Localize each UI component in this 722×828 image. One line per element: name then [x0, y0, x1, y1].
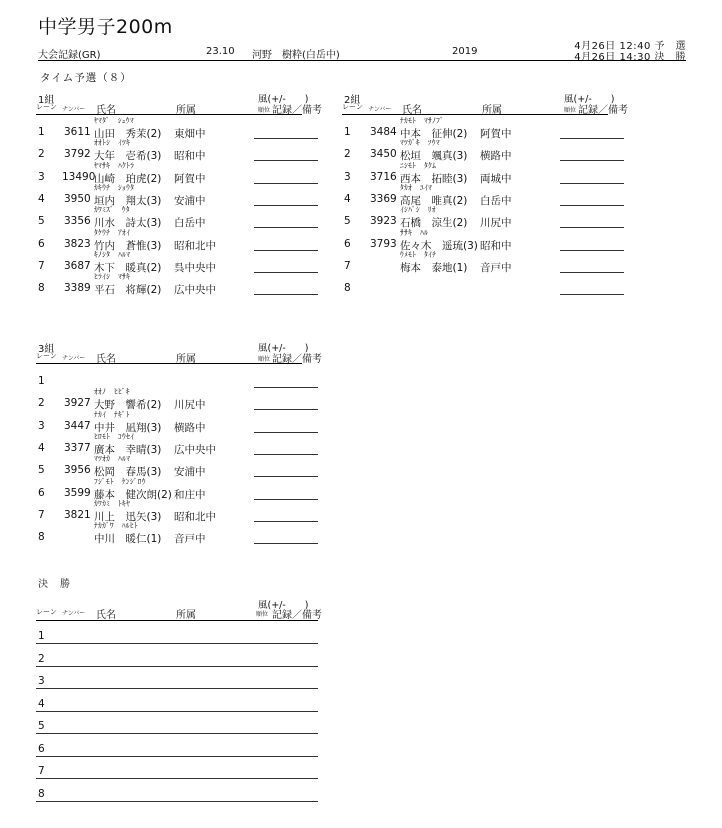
- bib-number: 3450: [370, 148, 397, 161]
- header-team: 所属: [482, 105, 502, 116]
- athlete-kana: ｻｻｷ ﾊﾙ: [400, 227, 429, 237]
- header-rank: 順位: [258, 107, 271, 114]
- team-name: 昭和中: [480, 239, 512, 252]
- lane-number: 4: [38, 192, 45, 205]
- bib-number: 3821: [64, 508, 91, 521]
- final-header-record: 記録／備考: [272, 610, 322, 621]
- bib-number: 3447: [64, 419, 91, 432]
- record-time: 23.10: [206, 46, 235, 57]
- final-lane-number: 8: [38, 787, 45, 800]
- team-name: 東畑中: [174, 128, 206, 140]
- lane-number: 6: [38, 237, 45, 250]
- lane-number: 5: [38, 215, 45, 228]
- athlete-kana: ﾋﾗｲｼ ﾏｻｷ: [94, 272, 131, 282]
- athlete-name: 中川 暖仁(1): [94, 533, 162, 546]
- header-record: 記録／備考: [272, 105, 322, 116]
- header-record: 記録／備考: [578, 105, 628, 116]
- header-lane: レーン: [36, 352, 57, 360]
- final-lane-number: 6: [38, 742, 45, 755]
- final-lane-number: 1: [38, 630, 45, 642]
- schedule-round: 決 勝: [654, 52, 686, 63]
- lane-number: 7: [38, 259, 45, 272]
- lane-number: 8: [38, 282, 45, 295]
- header-rank: 順位: [564, 107, 577, 114]
- athlete-name: 西本 拓睦(3): [400, 172, 468, 185]
- lane-number: 6: [38, 486, 45, 499]
- bib-number: 3377: [64, 441, 91, 454]
- header-rank: 順位: [258, 356, 271, 363]
- bib-number: 3599: [64, 486, 91, 499]
- athlete-kana: ﾏﾂｵｶ ﾊﾙﾏ: [94, 454, 131, 464]
- athlete-name: 梅本 泰地(1): [400, 261, 468, 274]
- lane-number: 8: [38, 531, 45, 544]
- header-lane: レーン: [36, 103, 57, 111]
- record-label: 大会記録(GR): [38, 50, 101, 61]
- bib-number: 3687: [64, 259, 91, 272]
- final-row-line: [36, 643, 318, 644]
- bib-number: 3956: [64, 464, 91, 477]
- athlete-kana: ｷﾉｼﾀ ﾊﾙﾏ: [94, 249, 131, 259]
- header-wind: 風(+/- ): [258, 343, 309, 354]
- bib-number: 3356: [64, 215, 91, 228]
- record-blank-line: [254, 454, 318, 455]
- team-name: 安浦中: [174, 194, 206, 207]
- team-name: 和庄中: [174, 488, 206, 501]
- athlete-name: 大年 壱希(3): [94, 150, 162, 163]
- athlete-kana: ｶﾜﾐｽﾞ ｳﾀ: [94, 205, 130, 215]
- schedule-time: 14:30: [619, 52, 651, 63]
- record-blank-line: [560, 160, 624, 161]
- header-number: ナンバー: [62, 355, 86, 362]
- athlete-name: 中本 征伸(2): [400, 128, 468, 140]
- header-team: 所属: [176, 105, 196, 116]
- bib-number: 3950: [64, 192, 91, 205]
- bib-number: 3389: [64, 282, 91, 295]
- record-blank-line: [254, 432, 318, 433]
- bib-number: 3823: [64, 237, 91, 250]
- record-blank-line: [254, 476, 318, 477]
- lane-number: 7: [344, 259, 351, 272]
- team-name: 音戸中: [480, 261, 512, 274]
- bib-number: 3793: [370, 237, 397, 250]
- header-wind: 風(+/- ): [258, 94, 309, 105]
- bib-number: 3716: [370, 170, 397, 183]
- athlete-kana: ｳﾒﾓﾄ ﾀｲﾁ: [400, 249, 437, 259]
- final-row-line: [36, 778, 318, 779]
- team-name: 川尻中: [174, 399, 206, 412]
- athlete-name: 廣本 幸晴(3): [94, 443, 162, 456]
- record-blank-line: [254, 227, 318, 228]
- team-name: 川尻中: [480, 217, 512, 230]
- record-blank-line: [560, 205, 624, 206]
- schedule-date: 4月26日: [574, 52, 616, 63]
- schedule-time: 12:40: [619, 41, 651, 52]
- lane-number: 2: [344, 148, 351, 161]
- athlete-kana: ﾌｼﾞﾓﾄ ｹﾝｼﾞﾛｳ: [94, 476, 146, 486]
- athlete-name: 平石 将輝(2): [94, 284, 162, 297]
- lane-number: 3: [38, 419, 45, 432]
- final-lane-number: 5: [38, 720, 45, 732]
- final-lane-number: 4: [38, 697, 45, 710]
- header-team: 所属: [176, 354, 196, 365]
- athlete-kana: ｵｵﾉ ﾋﾋﾞｷ: [94, 387, 130, 397]
- round-title: タイム予選（８）: [40, 72, 132, 84]
- athlete-name: 松垣 颯真(3): [400, 150, 468, 163]
- athlete-name: 佐々木 遥琉(3): [400, 239, 478, 252]
- final-header-rank: 順位: [256, 611, 269, 618]
- header-wind: 風(+/- ): [564, 94, 615, 105]
- record-blank-line: [560, 272, 624, 273]
- header-lane: レーン: [342, 103, 363, 111]
- athlete-kana: ﾆｼﾓﾄ ﾀｸﾑ: [400, 160, 437, 170]
- athlete-kana: ｶｷｳﾁ ｼｮｳﾀ: [94, 182, 135, 192]
- team-name: 昭和北中: [174, 239, 216, 252]
- team-name: 横路中: [174, 421, 206, 434]
- athlete-kana: ﾅｶﾓﾄ ﾏｻﾉﾌﾞ: [400, 116, 444, 125]
- meet-record-line: [38, 46, 686, 61]
- athlete-name: 竹内 蒼惟(3): [94, 239, 162, 252]
- final-row-line: [36, 733, 318, 734]
- record-blank-line: [254, 138, 318, 139]
- bib-number: 3792: [64, 148, 91, 161]
- final-header-rule: [36, 620, 318, 621]
- header-rule: [36, 363, 302, 364]
- athlete-kana: ﾀｹｳﾁ ｱｵｲ: [94, 227, 131, 237]
- bib-number: 3369: [370, 192, 397, 205]
- lane-number: 1: [38, 126, 45, 138]
- team-name: 音戸中: [174, 533, 206, 546]
- lane-number: 1: [344, 126, 351, 138]
- team-name: 阿賀中: [174, 172, 206, 185]
- athlete-kana: ﾏﾂｶﾞｷ ｿｳﾏ: [400, 138, 440, 148]
- record-blank-line: [254, 387, 318, 388]
- header-number: ナンバー: [62, 106, 86, 113]
- final-row-line: [36, 688, 318, 689]
- athlete-name: 石橋 涼生(2): [400, 217, 468, 230]
- athlete-kana: ﾔﾏｻｷ ﾊｸﾄﾗ: [94, 160, 135, 170]
- lane-number: 1: [38, 375, 45, 387]
- record-blank-line: [254, 499, 318, 500]
- athlete-kana: ﾅｶｶﾞﾜ ﾊﾙﾋﾄ: [94, 521, 138, 531]
- lane-number: 3: [38, 170, 45, 183]
- team-name: 昭和北中: [174, 510, 216, 523]
- final-header-number: ナンバー: [62, 610, 86, 617]
- bib-number: 3611: [64, 126, 91, 138]
- record-blank-line: [560, 250, 624, 251]
- bib-number: 13490: [62, 170, 96, 183]
- record-blank-line: [560, 227, 624, 228]
- final-row-line: [36, 801, 318, 802]
- final-header-wind: 風(+/- ): [258, 600, 309, 611]
- schedule-round: 予 選: [654, 41, 686, 52]
- lane-number: 6: [344, 237, 351, 250]
- lane-number: 2: [38, 148, 45, 161]
- athlete-name: 垣内 翔太(3): [94, 194, 162, 207]
- athlete-name: 山田 秀茉(2): [94, 128, 162, 140]
- athlete-name: 山崎 珀虎(2): [94, 172, 162, 185]
- record-blank-line: [254, 183, 318, 184]
- header-name: 氏名: [402, 105, 422, 116]
- athlete-kana: ｶﾜｶﾐ ﾄｷﾔ: [94, 498, 131, 508]
- final-lane-number: 2: [38, 652, 45, 665]
- athlete-name: 藤本 健次朗(2): [94, 488, 172, 501]
- final-title: 決 勝: [38, 579, 71, 590]
- heat-title: 2組: [344, 95, 361, 106]
- athlete-name: 大野 響希(2): [94, 399, 162, 412]
- team-name: 呉中央中: [174, 261, 216, 274]
- team-name: 広中央中: [174, 284, 216, 297]
- athlete-name: 中井 凪翔(3): [94, 421, 162, 434]
- final-header-name: 氏名: [96, 610, 116, 621]
- final-row-line: [36, 711, 318, 712]
- final-lane-number: 7: [38, 765, 45, 777]
- bib-number: 3923: [370, 215, 397, 228]
- record-blank-line: [254, 543, 318, 544]
- record-blank-line: [254, 160, 318, 161]
- header-name: 氏名: [96, 354, 116, 365]
- record-year: 2019: [452, 46, 478, 57]
- athlete-kana: ﾅｶｲ ﾅｷﾞﾄ: [94, 409, 130, 419]
- heat-title: 1組: [38, 95, 55, 106]
- bib-number: 3484: [370, 126, 397, 138]
- record-blank-line: [254, 521, 318, 522]
- team-name: 阿賀中: [480, 128, 512, 140]
- header-number: ナンバー: [368, 106, 392, 113]
- athlete-kana: ﾋﾛﾓﾄ ｺｳｾｲ: [94, 431, 135, 441]
- athlete-name: 木下 暖真(2): [94, 261, 162, 274]
- team-name: 昭和中: [174, 150, 206, 163]
- lane-number: 7: [38, 508, 45, 521]
- lane-number: 2: [38, 397, 45, 410]
- bib-number: 3927: [64, 397, 91, 410]
- header-record: 記録／備考: [272, 354, 322, 365]
- athlete-kana: ﾔﾏﾀﾞ ｼｭｳﾏ: [94, 116, 134, 125]
- team-name: 両城中: [480, 172, 512, 185]
- athlete-name: 高尾 唯真(2): [400, 194, 468, 207]
- team-name: 白岳中: [174, 217, 206, 230]
- team-name: 広中央中: [174, 443, 216, 456]
- final-header-team: 所属: [176, 610, 196, 621]
- lane-number: 5: [38, 464, 45, 477]
- athlete-kana: ｲｼﾊﾞｼ ﾘｵ: [400, 205, 436, 215]
- final-row-line: [36, 756, 318, 757]
- lane-number: 8: [344, 282, 351, 295]
- lane-number: 5: [344, 215, 351, 228]
- athlete-name: 川上 迅矢(3): [94, 510, 162, 523]
- athlete-kana: ｵｵﾄｼ ｲﾂｷ: [94, 138, 131, 148]
- team-name: 安浦中: [174, 466, 206, 479]
- athlete-kana: ﾀｶｵ ﾕｲﾏ: [400, 182, 433, 192]
- record-blank-line: [254, 409, 318, 410]
- athlete-name: 川水 詩太(3): [94, 217, 162, 230]
- final-lane-number: 3: [38, 675, 45, 687]
- lane-number: 4: [38, 441, 45, 454]
- record-blank-line: [254, 205, 318, 206]
- record-blank-line: [560, 183, 624, 184]
- schedule-date: 4月26日: [574, 41, 616, 52]
- heat-title: 3組: [38, 344, 55, 355]
- final-row-line: [36, 666, 318, 667]
- record-blank-line: [254, 294, 318, 295]
- page-title: 中学男子200m: [38, 16, 173, 38]
- team-name: 横路中: [480, 150, 512, 163]
- athlete-name: 松岡 春馬(3): [94, 466, 162, 479]
- record-blank-line: [254, 272, 318, 273]
- final-header-lane: レーン: [36, 608, 57, 616]
- lane-number: 3: [344, 170, 351, 183]
- record-holder: 河野 樹粋(白岳中): [252, 50, 340, 61]
- record-blank-line: [560, 138, 624, 139]
- team-name: 白岳中: [480, 194, 512, 207]
- header-rule: [342, 114, 608, 115]
- header-rule: [36, 114, 302, 115]
- lane-number: 4: [344, 192, 351, 205]
- record-blank-line: [254, 250, 318, 251]
- record-blank-line: [560, 294, 624, 295]
- header-name: 氏名: [96, 105, 116, 116]
